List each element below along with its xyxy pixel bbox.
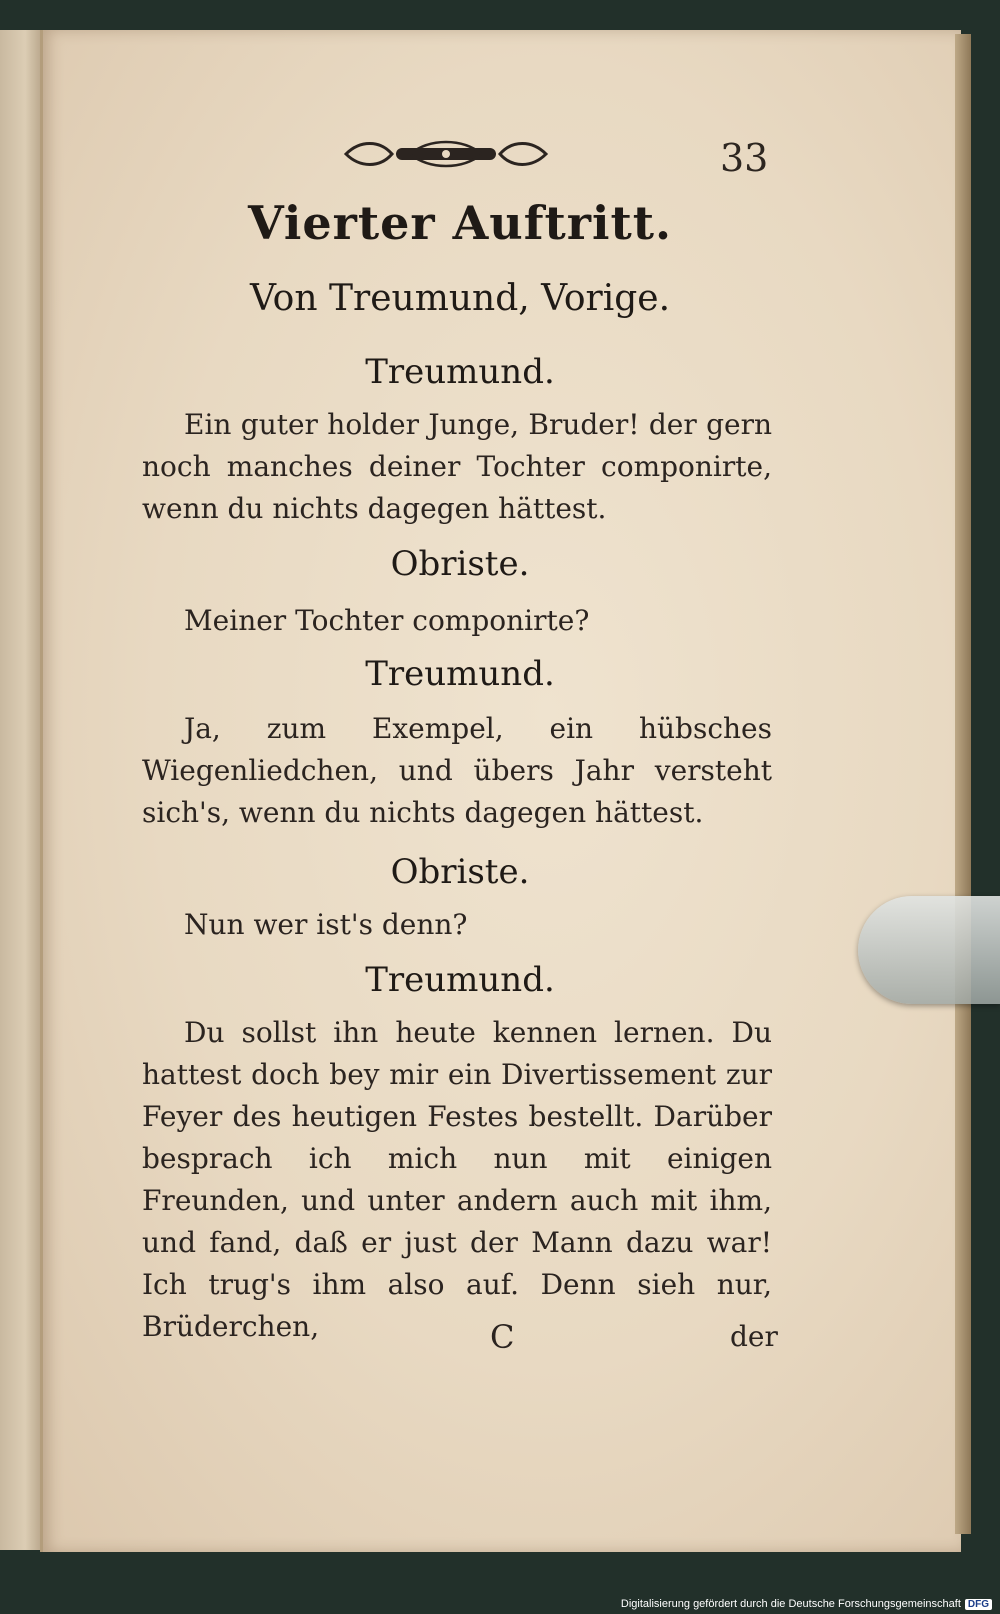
digitization-credit [621, 1598, 992, 1610]
page-clip [858, 896, 1000, 1004]
speaker-label: Obriste. [390, 544, 530, 584]
catchword: der [730, 1320, 778, 1353]
speaker-label: Treumund. [365, 960, 555, 1000]
ornament-icon [340, 136, 552, 172]
credit-text: Digitalisierung gefördert durch die Deutsche Forschungsgemeinschaft [620, 1598, 961, 1610]
dialogue-text: Ein guter holder Junge, Bruder! der gern noch manches deiner Tochter componirte, wenn du nichts dagegen hättest. [142, 408, 772, 525]
speaker-label: Treumund. [365, 654, 555, 694]
page-stack-edge [955, 34, 971, 1534]
speaker-label: Obriste. [390, 852, 530, 892]
dialogue-text: Du sollst ihn heute kennen lernen. Du hattest doch bey mir ein Divertissement zur Feyer des heutigen Festes bestellt. Darüber besprach ich mich nun mit einigen Freunden, und unter andern auch mit ihm, und fand, daß er just der Mann dazu war! Ich trug's ihm also auf. Denn sieh nur, Brüderchen, [142, 1016, 772, 1343]
scene-characters: Von Treumund, Vorige. [249, 278, 671, 319]
dfg-logo-icon: DFG [965, 1599, 992, 1610]
speaker-label: Treumund. [365, 352, 555, 392]
dialogue-text: Meiner Tochter componirte? [184, 604, 590, 637]
signature-mark: C [490, 1318, 515, 1356]
page-number: 33 [720, 136, 769, 180]
scene-title: Vierter Auftritt. [247, 196, 672, 250]
dialogue-text: Ja, zum Exempel, ein hübsches Wiegenliedchen, und übers Jahr versteht sich's, wenn du nichts dagegen hättest. [142, 712, 772, 829]
facing-page-edge [0, 30, 44, 1550]
dialogue-text: Nun wer ist's denn? [184, 908, 468, 941]
